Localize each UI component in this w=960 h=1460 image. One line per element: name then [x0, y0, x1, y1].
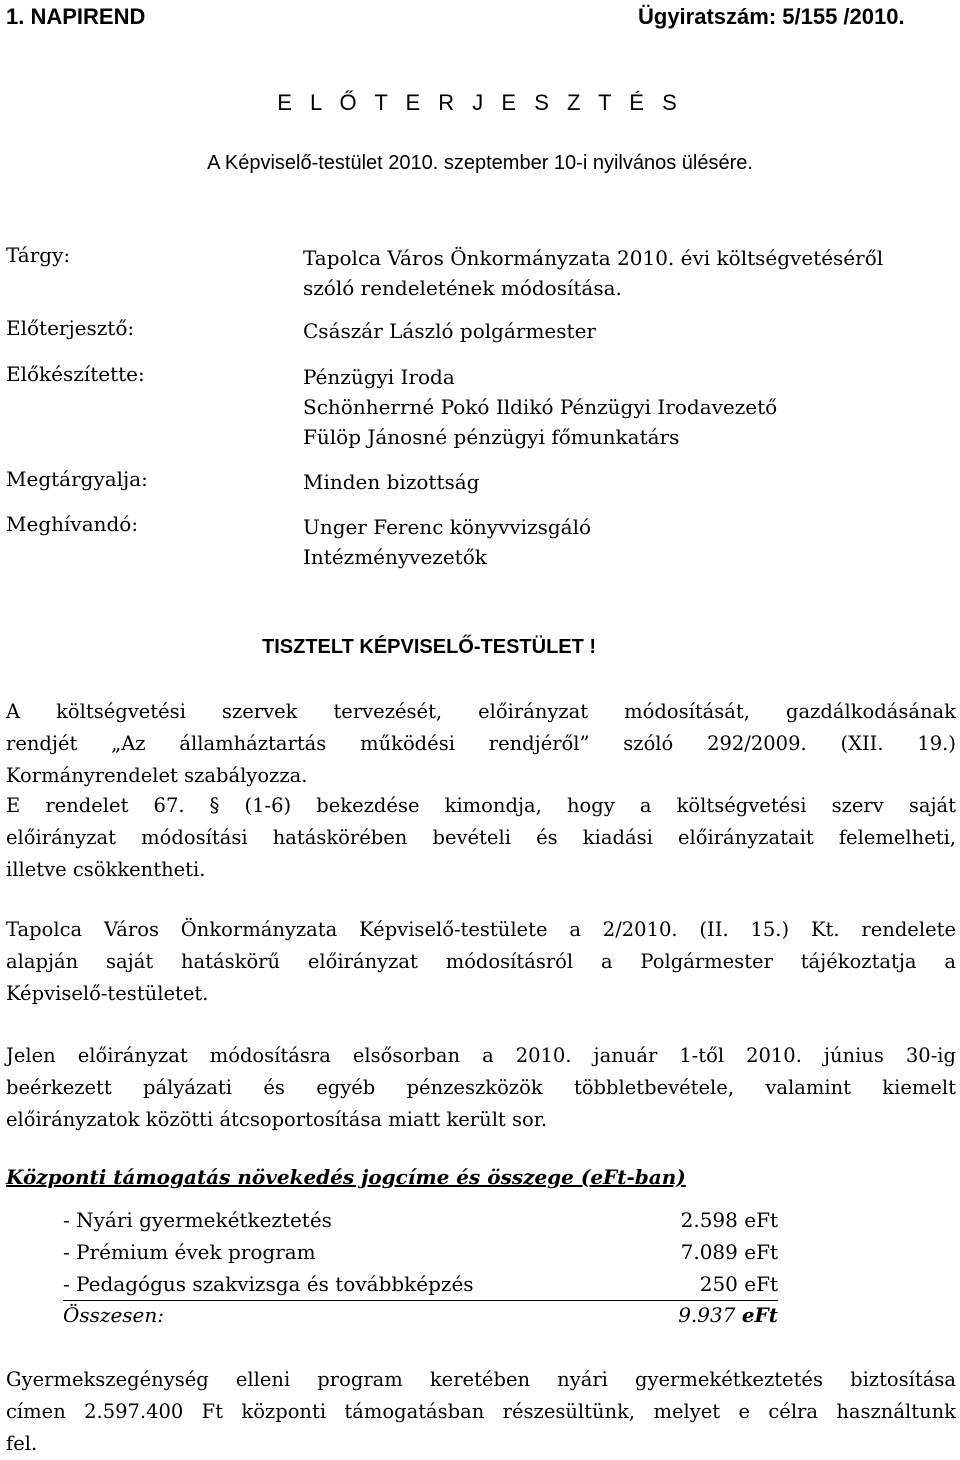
- prepared-by-line: Pénzügyi Iroda: [303, 365, 455, 389]
- support-item-row: [63, 1208, 778, 1240]
- support-item-name: - Pedagógus szakvizsga és továbbképzés: [63, 1272, 474, 1296]
- prepared-by-value: [303, 362, 777, 452]
- paragraph-line: illetve csökkentheti.: [6, 858, 206, 881]
- paragraph-line: előirányzat módosítási hatáskörében bevételi és kiadási előirányzatait felemelheti,: [6, 826, 956, 849]
- paragraph-modification-reason: [6, 1040, 956, 1136]
- salutation: TISZTELT KÉPVISELŐ-TESTÜLET !: [262, 636, 597, 658]
- file-number: Ügyiratszám: 5/155 /2010.: [638, 4, 905, 29]
- support-total-unit: eFt: [741, 1303, 778, 1327]
- agenda-item: 1. NAPIREND: [6, 4, 146, 29]
- support-total-amount: [678, 1303, 778, 1327]
- presenter-label: Előterjesztő:: [6, 316, 135, 340]
- paragraph-legal-basis: [6, 696, 956, 792]
- support-section-title: Központi támogatás növekedés jogcíme és összege (eFt-ban): [6, 1165, 686, 1189]
- paragraph-line: fel.: [6, 1432, 38, 1455]
- paragraph-line: A költségvetési szervek tervezését, előirányzat módosítását, gazdálkodásának: [6, 700, 956, 723]
- paragraph-line: Gyermekszegénység elleni program keretében nyári gyermekétkeztetés biztosítása: [6, 1368, 956, 1391]
- support-total-row: [63, 1303, 778, 1335]
- paragraph-line: Kormányrendelet szabályozza.: [6, 764, 308, 787]
- support-item-amount: 250 eFt: [699, 1272, 778, 1296]
- paragraph-line: Képviselő-testületet.: [6, 982, 209, 1005]
- prepared-by-line: Schönherrné Pokó Ildikó Pénzügyi Irodavezető: [303, 395, 778, 419]
- support-total-number: 9.937: [678, 1303, 736, 1327]
- support-item-row: [63, 1240, 778, 1272]
- discussed-by-label: Megtárgyalja:: [6, 467, 148, 491]
- paragraph-line: E rendelet 67. § (1-6) bekezdése kimondja, hogy a költségvetési szerv saját: [6, 794, 956, 817]
- discussed-by-value: Minden bizottság: [303, 470, 480, 494]
- subject-label: Tárgy:: [6, 243, 71, 267]
- paragraph-line: rendjét „Az államháztartás működési rendjéről” szóló 292/2009. (XII. 19.): [6, 732, 956, 755]
- subject-line: Tapolca Város Önkormányzata 2010. évi költségvetéséről: [303, 246, 884, 270]
- support-item-amount: 7.089 eFt: [680, 1240, 778, 1264]
- invited-line: Unger Ferenc könyvvizsgáló: [303, 515, 592, 539]
- prepared-by-label: Előkészítette:: [6, 362, 145, 386]
- paragraph-line: beérkezett pályázati és egyéb pénzeszközök többletbevétele, valamint kiemelt: [6, 1076, 956, 1099]
- support-item-name: - Nyári gyermekétkeztetés: [63, 1208, 332, 1232]
- paragraph-line: előirányzatok közötti átcsoportosítása miatt került sor.: [6, 1108, 548, 1131]
- paragraph-line: címen 2.597.400 Ft központi támogatásban részesültünk, melyet e célra használtunk: [6, 1400, 956, 1423]
- paragraph-line: alapján saját hatáskörű előirányzat módosításról a Polgármester tájékoztatja a: [6, 950, 956, 973]
- support-item-amount: 2.598 eFt: [680, 1208, 778, 1232]
- paragraph-section-67: [6, 790, 956, 886]
- invited-value: [303, 512, 591, 572]
- prepared-by-line: Fülöp Jánosné pénzügyi főmunkatárs: [303, 425, 680, 449]
- invited-label: Meghívandó:: [6, 512, 139, 536]
- subject-line: szóló rendeletének módosítása.: [303, 276, 622, 300]
- paragraph-line: Tapolca Város Önkormányzata Képviselő-testülete a 2/2010. (II. 15.) Kt. rendelete: [6, 918, 956, 941]
- presenter-value: Császár László polgármester: [303, 319, 596, 343]
- document-subtitle: A Képviselő-testület 2010. szeptember 10-i nyilvános ülésére.: [207, 152, 753, 174]
- support-total-label: Összesen:: [63, 1303, 165, 1327]
- subject-value: [303, 243, 883, 303]
- document-title: E L Ő T E R J E S Z T É S: [277, 90, 683, 115]
- paragraph-mayor-info: [6, 914, 956, 1010]
- total-divider: [63, 1300, 778, 1301]
- invited-line: Intézményvezetők: [303, 545, 487, 569]
- paragraph-child-poverty: [6, 1364, 956, 1460]
- paragraph-line: Jelen előirányzat módosításra elsősorban a 2010. január 1-től 2010. június 30-ig: [6, 1044, 956, 1067]
- support-item-name: - Prémium évek program: [63, 1240, 316, 1264]
